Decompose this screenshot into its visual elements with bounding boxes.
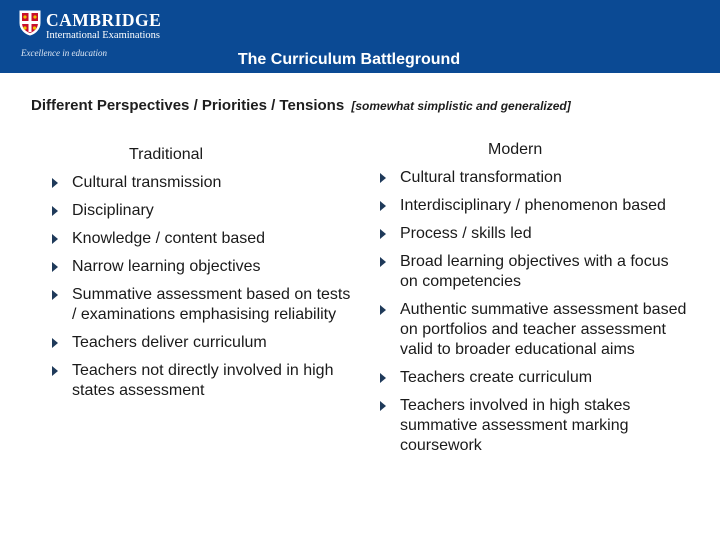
brand-tagline: Excellence in education (21, 48, 107, 58)
triangle-bullet-icon (52, 290, 58, 300)
triangle-bullet-icon (380, 201, 386, 211)
triangle-bullet-icon (380, 305, 386, 315)
list-item-text: Broad learning objectives with a focus on competencies (400, 253, 669, 290)
triangle-bullet-icon (52, 366, 58, 376)
header-banner (0, 0, 720, 73)
triangle-bullet-icon (380, 229, 386, 239)
list-item (52, 285, 352, 325)
traditional-list (52, 173, 352, 409)
triangle-bullet-icon (380, 401, 386, 411)
triangle-bullet-icon (52, 262, 58, 272)
brand-subtitle: International Examinations (46, 30, 161, 41)
list-item-text: Narrow learning objectives (72, 258, 261, 275)
triangle-bullet-icon (52, 338, 58, 348)
slide-subtitle (31, 97, 571, 114)
list-item-text: Cultural transformation (400, 169, 562, 186)
list-item (52, 333, 352, 353)
list-item (52, 229, 352, 249)
list-item (52, 173, 352, 193)
slide-title: The Curriculum Battleground (237, 51, 461, 68)
list-item-text: Teachers create curriculum (400, 369, 593, 386)
list-item-text: Disciplinary (72, 202, 154, 219)
triangle-bullet-icon (380, 173, 386, 183)
list-item (380, 224, 690, 244)
triangle-bullet-icon (380, 257, 386, 267)
modern-heading: Modern (488, 141, 543, 158)
triangle-bullet-icon (52, 206, 58, 216)
list-item (52, 257, 352, 277)
list-item-text: Authentic summative assessment based on portfolios and teacher assessment valid to broader educational aims (400, 301, 687, 358)
list-item-text: Process / skills led (400, 225, 532, 242)
list-item-text: Teachers involved in high stakes summative assessment marking coursework (400, 397, 631, 454)
list-item (52, 361, 352, 401)
list-item-text: Cultural transmission (72, 174, 222, 191)
modern-list (380, 168, 690, 464)
subtitle-note: [somewhat simplistic and generalized] (351, 99, 571, 113)
triangle-bullet-icon (380, 373, 386, 383)
list-item-text: Summative assessment based on tests / examinations emphasising reliability (72, 286, 351, 323)
triangle-bullet-icon (52, 234, 58, 244)
list-item (380, 252, 690, 292)
list-item (52, 201, 352, 221)
list-item-text: Teachers not directly involved in high states assessment (72, 362, 334, 399)
traditional-heading: Traditional (129, 146, 204, 163)
subtitle-main: Different Perspectives / Priorities / Tensions (31, 97, 345, 114)
triangle-bullet-icon (52, 178, 58, 188)
brand-name: CAMBRIDGE (46, 10, 162, 30)
list-item-text: Knowledge / content based (72, 230, 266, 247)
list-item (380, 368, 690, 388)
list-item (380, 396, 690, 456)
list-item (380, 196, 690, 216)
list-item (380, 300, 690, 360)
list-item-text: Teachers deliver curriculum (72, 334, 267, 351)
cambridge-shield-icon (19, 10, 41, 36)
list-item-text: Interdisciplinary / phenomenon based (400, 197, 666, 214)
list-item (380, 168, 690, 188)
